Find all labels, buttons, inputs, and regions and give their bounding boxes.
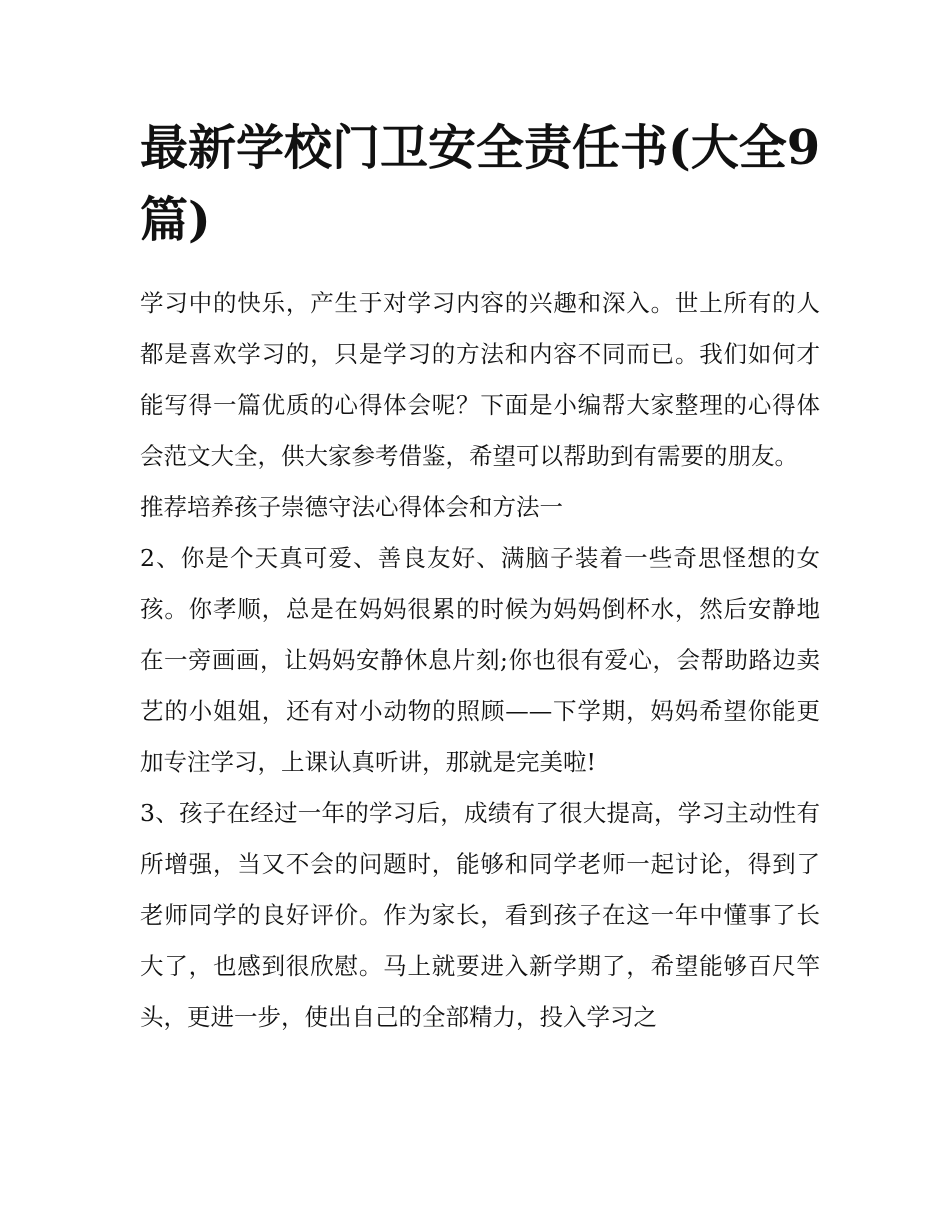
- document-title: 最新学校门卫安全责任书(大全9篇): [140, 120, 821, 248]
- document-body: [140, 278, 820, 1043]
- intro-paragraph: 学习中的快乐，产生于对学习内容的兴趣和深入。世上所有的人都是喜欢学习的，只是学习的方法和内容不同而已。我们如何才能写得一篇优质的心得体会呢？下面是小编帮大家整理的心得体会范文大全，供大家参考借鉴，希望可以帮助到有需要的朋友。: [140, 289, 820, 470]
- item-3-paragraph: 3、孩子在经过一年的学习后，成绩有了很大提高，学习主动性有所增强，当又不会的问题时，能够和同学老师一起讨论，得到了老师同学的良好评价。作为家长，看到孩子在这一年中懂事了长大了，也感到很欣慰。马上就要进入新学期了，希望能够百尺竿头，更进一步，使出自己的全部精力，投入学习之: [140, 799, 820, 1031]
- item-2-paragraph: 2、你是个天真可爱、善良友好、满脑子装着一些奇思怪想的女孩。你孝顺，总是在妈妈很累的时候为妈妈倒杯水，然后安静地在一旁画画，让妈妈安静休息片刻;你也很有爱心，会帮助路边卖艺的小姐姐，还有对小动物的照顾——下学期，妈妈希望你能更加专注学习，上课认真听讲，那就是完美啦!: [140, 544, 820, 776]
- section-heading: 推荐培养孩子崇德守法心得体会和方法一: [140, 493, 563, 521]
